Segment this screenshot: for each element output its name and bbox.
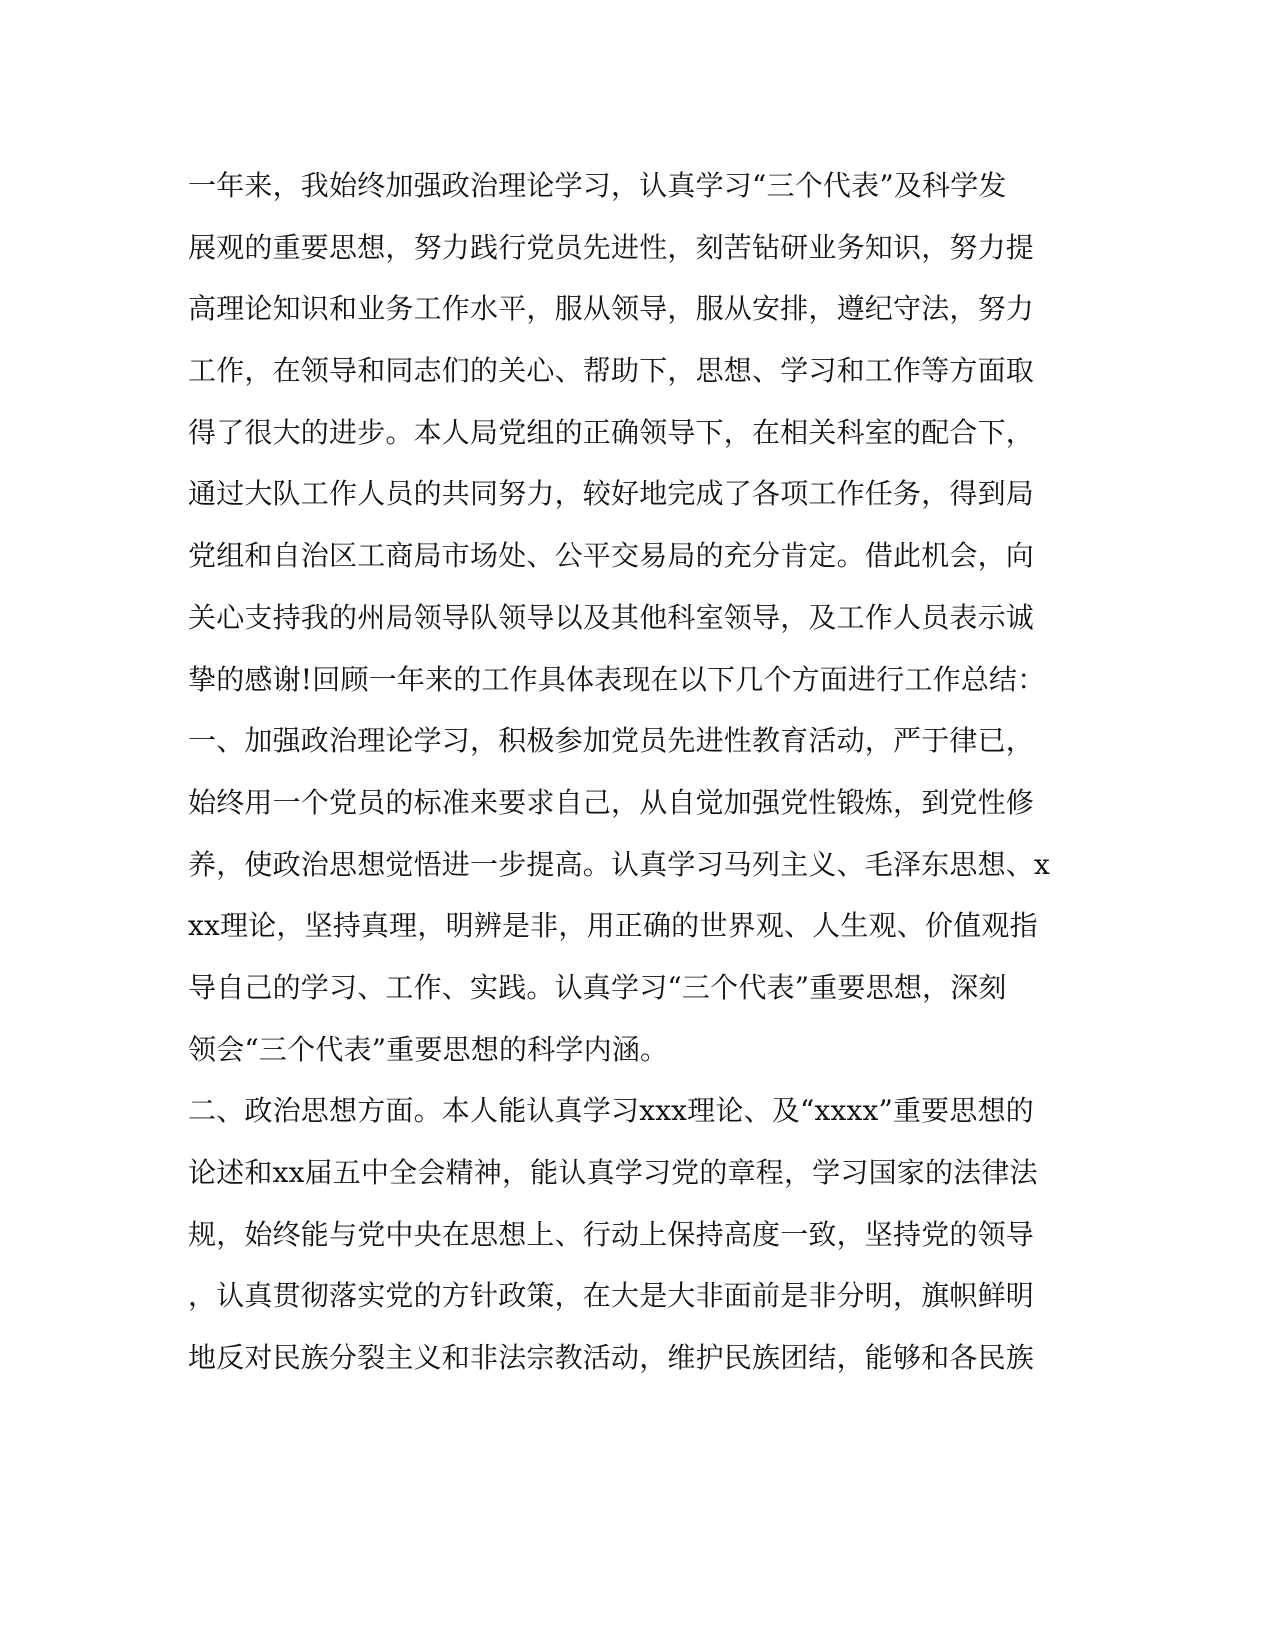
text-line: 一年来，我始终加强政治理论学习，认真学习“三个代表”及科学发	[188, 169, 1007, 202]
text-line: 通过大队工作人员的共同努力，较好地完成了各项工作任务，得到局	[188, 477, 1035, 511]
text-line: 高理论知识和业务工作水平，服从领导，服从安排，遵纪守法，努力	[188, 292, 1035, 326]
text-line: xx理论，坚持真理，明辨是非，用正确的世界观、人生观、价值观指	[188, 909, 1038, 943]
text-line: 养，使政治思想觉悟进一步提高。认真学习马列主义、毛泽东思想、x	[188, 847, 1050, 881]
text-line: ，认真贯彻落实党的方针政策，在大是大非面前是非分明，旗帜鲜明	[188, 1279, 1035, 1313]
text-line: 地反对民族分裂主义和非法宗教活动，维护民族团结，能够和各民族	[188, 1341, 1035, 1375]
text-line: 一、加强政治理论学习，积极参加党员先进性教育活动，严于律已，	[188, 724, 1035, 758]
text-line: 党组和自治区工商局市场处、公平交易局的充分肯定。借此机会，向	[188, 539, 1035, 573]
text-line: 展观的重要思想，努力践行党员先进性，刻苦钻研业务知识，努力提	[188, 230, 1035, 264]
text-line: 始终用一个党员的标准来要求自己，从自觉加强党性锻炼，到党性修	[188, 785, 1035, 819]
text-line: 关心支持我的州局领导队领导以及其他科室领导，及工作人员表示诚	[188, 600, 1035, 634]
text-line: 二、政治思想方面。本人能认真学习xxx理论、及“xxxx”重要思想的	[188, 1094, 1034, 1128]
text-line: 规，始终能与党中央在思想上、行动上保持高度一致，坚持党的领导	[188, 1217, 1035, 1251]
document-body	[188, 155, 1088, 1389]
text-line: 领会“三个代表”重要思想的科学内涵。	[188, 1032, 669, 1066]
text-line: 工作，在领导和同志们的关心、帮助下，思想、学习和工作等方面取	[188, 354, 1035, 388]
text-line: 挚的感谢!回顾一年来的工作具体表现在以下几个方面进行工作总结：	[188, 662, 1046, 696]
text-line: 得了很大的进步。本人局党组的正确领导下，在相关科室的配合下，	[188, 415, 1035, 449]
text-line: 导自己的学习、工作、实践。认真学习“三个代表”重要思想，深刻	[188, 970, 1007, 1004]
text-line: 论述和xx届五中全会精神，能认真学习党的章程，学习国家的法律法	[188, 1156, 1038, 1189]
